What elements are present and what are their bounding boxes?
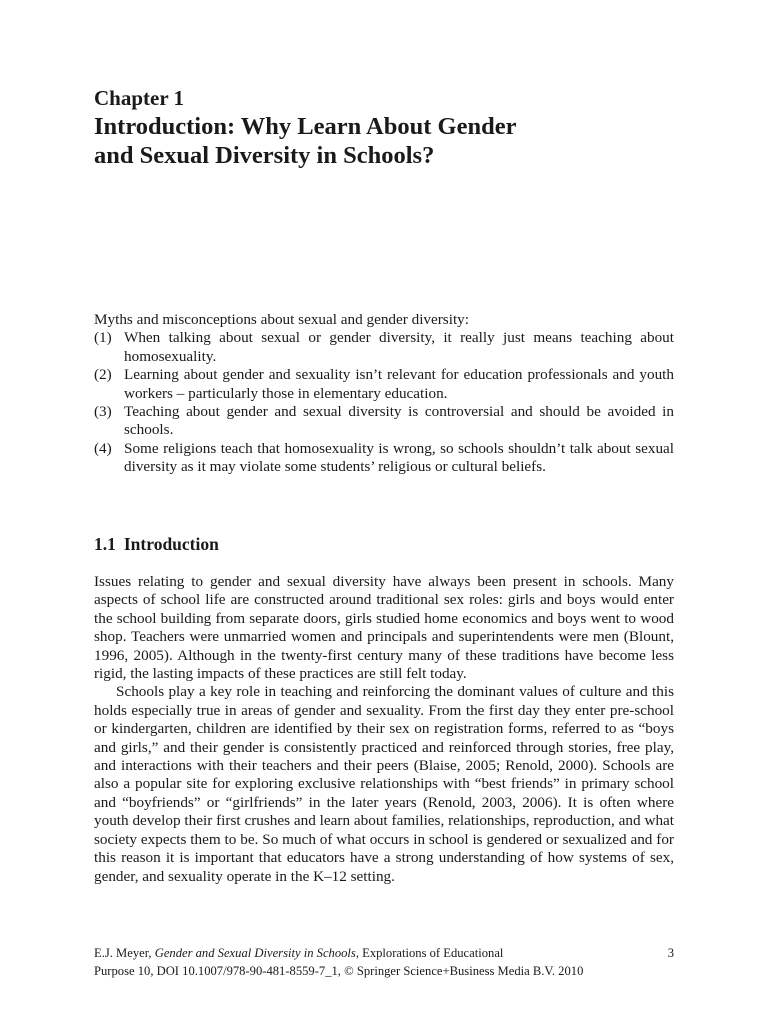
list-item-number: (1) [94,329,112,347]
myth-list [94,329,674,476]
paragraph: Schools play a key role in teaching and reinforcing the dominant values of culture and this holds especially true in areas of gender and sexuality. From the first day they enter pre-school or kindergarten, children are identified by their sex on registration forms, referred to as “boys and girls,” and their gender is consistently practiced and reinforced through stories, free play, and interactions with their teachers and their peers (Blaise, 2005; Renold, 2000). Schools are also a popular site for exploring exclusive relationships with “best friends” in primary school and “boyfriends” or “girlfriends” in the later years (Renold, 2003, 2006). It is often where youth develop their first crushes and learn about families, relationships, reproduction, and what society expects them to be. So much of what occurs in school is gendered or sexualized and for this reason it is important that educators have a strong understanding of how systems of sex, gender, and sexuality operate in the K–12 setting. [94,683,674,885]
body-text [94,573,674,886]
list-item-text: Learning about gender and sexuality isn’t relevant for education professionals and youth workers – particularly those in elementary education. [124,366,674,402]
page-number: 3 [667,946,674,960]
list-item [94,366,674,403]
myths-box [94,311,674,477]
list-item-number: (2) [94,366,112,384]
list-item [94,329,674,366]
section-number: 1.1 [94,534,116,554]
section-heading [94,534,219,555]
footer-series: , Explorations of Educational [355,946,504,960]
list-item-number: (4) [94,439,112,457]
chapter-title [94,112,516,170]
chapter-title-line-2: and Sexual Diversity in Schools? [94,142,435,169]
footer-book-title: Gender and Sexual Diversity in Schools [154,946,356,960]
footer-citation-text [94,945,503,963]
list-item-number: (3) [94,403,112,421]
list-item-text: Teaching about gender and sexual diversity is controversial and should be avoided in schools. [124,403,674,439]
myths-intro: Myths and misconceptions about sexual and gender diversity: [94,311,469,328]
footer-line-1 [94,945,674,963]
section-title: Introduction [123,534,219,554]
chapter-label: Chapter 1 [94,86,185,110]
footer-author: E.J. Meyer, [94,946,152,960]
paragraph: Issues relating to gender and sexual diversity have always been present in schools. Many aspects of school life are constructed around traditional sex roles: girls and boys would enter the school building from separate doors, girls studied home economics and boys went to wood shop. Teachers were unmarried women and principals and superintendents were men (Blount, 1996, 2005). Although in the twenty-first century many of these traditions have become less rigid, the lasting impacts of these practices are still felt today. [94,573,674,683]
list-item-text: When talking about sexual or gender diversity, it really just means teaching about homosexuality. [124,329,674,365]
footer-line-2: Purpose 10, DOI 10.1007/978-90-481-8559-7_1, © Springer Science+Business Media B.V. 2010 [94,963,584,978]
list-item [94,403,674,440]
footer-citation [94,945,674,980]
list-item [94,440,674,477]
list-item-text: Some religions teach that homosexuality is wrong, so schools shouldn’t talk about sexual diversity as it may violate some students’ religious or cultural beliefs. [124,439,674,476]
chapter-title-line-1: Introduction: Why Learn About Gender [94,113,517,140]
